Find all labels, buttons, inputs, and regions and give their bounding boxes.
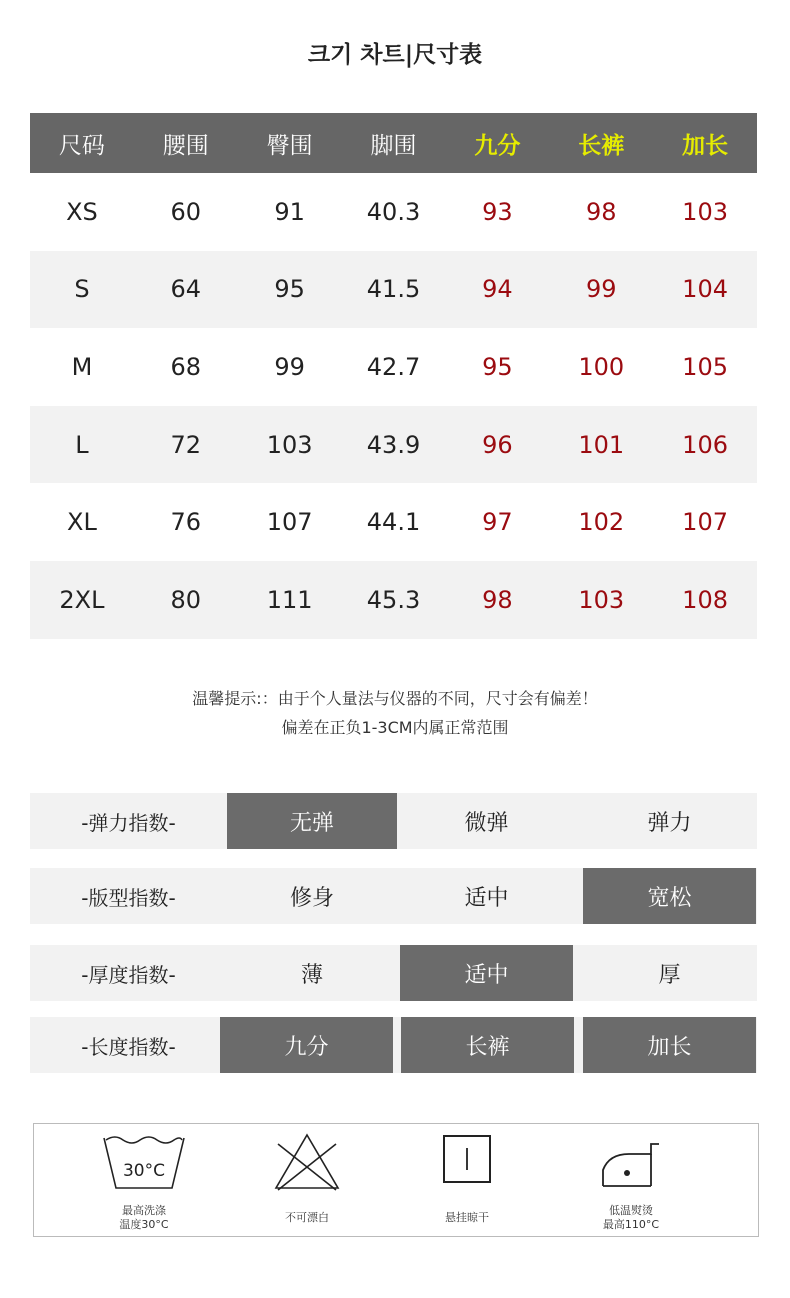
index-row — [30, 868, 757, 924]
cell-size: 2XL — [59, 585, 105, 614]
iron-low-icon — [599, 1132, 663, 1190]
header-ankle: 脚围 — [370, 132, 417, 159]
size-table — [30, 113, 757, 639]
table-row — [30, 173, 757, 251]
index-label: -弹力指数- — [81, 810, 176, 835]
care-wash — [74, 1124, 214, 1238]
index-row — [30, 1017, 757, 1073]
index-option: 适中 — [400, 945, 573, 1001]
cell-hip: 103 — [266, 430, 313, 459]
care-bleach — [237, 1124, 377, 1238]
index-option: 修身 — [289, 885, 334, 911]
index-option: 九分 — [220, 1017, 393, 1073]
index-option: 薄 — [300, 962, 323, 988]
cell-waist: 76 — [170, 508, 202, 537]
iron-caption-1: 低温熨烫 — [609, 1204, 653, 1217]
hang-dry-icon — [441, 1132, 493, 1188]
cell-size: M — [71, 352, 93, 381]
index-label: -版型指数- — [81, 885, 176, 910]
table-row — [30, 251, 757, 329]
table-row — [30, 328, 757, 406]
header-nine-tenths: 九分 — [474, 132, 521, 159]
cell-waist: 68 — [170, 352, 202, 381]
cell-extra-long: 106 — [682, 430, 728, 459]
index-option: 适中 — [464, 885, 509, 911]
no-bleach-icon — [272, 1132, 342, 1194]
cell-waist: 60 — [170, 197, 202, 226]
cell-ankle: 40.3 — [366, 197, 421, 226]
care-instructions — [33, 1123, 759, 1237]
index-row — [30, 793, 757, 849]
cell-nine-tenths: 94 — [482, 275, 513, 304]
cell-extra-long: 107 — [682, 508, 728, 537]
wash-caption-1: 最高洗涤 — [122, 1204, 166, 1217]
cell-long-pants: 101 — [578, 430, 625, 459]
cell-ankle: 44.1 — [366, 508, 421, 537]
header-extra-long: 加长 — [682, 132, 729, 159]
cell-size: L — [75, 430, 89, 459]
cell-size: XS — [66, 197, 98, 226]
care-dry — [397, 1124, 537, 1238]
cell-waist: 72 — [170, 430, 202, 459]
care-iron — [561, 1124, 701, 1238]
cell-hip: 99 — [274, 352, 305, 381]
index-option: 弹力 — [647, 810, 692, 836]
index-option: 微弹 — [464, 810, 509, 836]
index-row — [30, 945, 757, 1001]
cell-long-pants: 99 — [585, 275, 617, 304]
cell-long-pants: 98 — [585, 197, 617, 226]
cell-nine-tenths: 95 — [482, 352, 513, 381]
cell-nine-tenths: 97 — [482, 508, 513, 537]
iron-caption-2: 最高110°C — [602, 1218, 660, 1231]
page-title: 크기 차트|尺寸表 — [307, 42, 483, 68]
cell-hip: 111 — [266, 585, 313, 614]
cell-ankle: 42.7 — [366, 352, 421, 381]
cell-long-pants: 103 — [578, 585, 625, 614]
index-option: 加长 — [583, 1017, 756, 1073]
cell-waist: 64 — [170, 275, 202, 304]
index-option: 厚 — [658, 962, 681, 988]
bleach-caption: 不可漂白 — [285, 1211, 329, 1224]
tip-line-2: 偏差在正负1-3CM内属正常范围 — [281, 718, 509, 737]
cell-extra-long: 105 — [682, 352, 728, 381]
index-option: 宽松 — [583, 868, 756, 924]
cell-long-pants: 102 — [578, 508, 625, 537]
index-label: -厚度指数- — [81, 962, 176, 987]
header-long-pants: 长裤 — [578, 132, 625, 159]
index-option: 无弹 — [227, 793, 397, 849]
index-label: -长度指数- — [81, 1034, 176, 1059]
cell-size: S — [74, 275, 90, 304]
cell-ankle: 43.9 — [366, 430, 421, 459]
wash-caption-2: 温度30°C — [119, 1218, 169, 1231]
wash-temp-symbol: 30°C — [122, 1161, 166, 1181]
cell-extra-long: 108 — [682, 585, 728, 614]
table-row — [30, 483, 757, 561]
size-table-header — [30, 113, 757, 173]
cell-size: XL — [67, 508, 97, 537]
cell-waist: 80 — [170, 585, 202, 614]
cell-extra-long: 104 — [682, 275, 728, 304]
cell-hip: 107 — [266, 508, 313, 537]
tip-line-1: 温馨提示:：由于个人量法与仪器的不同，尺寸会有偏差！ — [192, 689, 598, 708]
cell-ankle: 41.5 — [366, 275, 421, 304]
dry-caption: 悬挂晾干 — [445, 1211, 489, 1224]
cell-nine-tenths: 98 — [482, 585, 513, 614]
cell-extra-long: 103 — [682, 197, 728, 226]
cell-hip: 95 — [274, 275, 305, 304]
table-row — [30, 561, 757, 639]
header-waist: 腰围 — [162, 132, 209, 159]
table-row — [30, 406, 757, 484]
cell-long-pants: 100 — [578, 352, 625, 381]
cell-nine-tenths: 93 — [482, 197, 513, 226]
index-option: 长裤 — [401, 1017, 574, 1073]
cell-ankle: 45.3 — [366, 585, 421, 614]
header-hip: 臀围 — [266, 132, 313, 159]
cell-nine-tenths: 96 — [482, 430, 513, 459]
wash-30-icon — [102, 1132, 186, 1194]
header-size: 尺码 — [58, 132, 105, 159]
cell-hip: 91 — [274, 197, 305, 226]
